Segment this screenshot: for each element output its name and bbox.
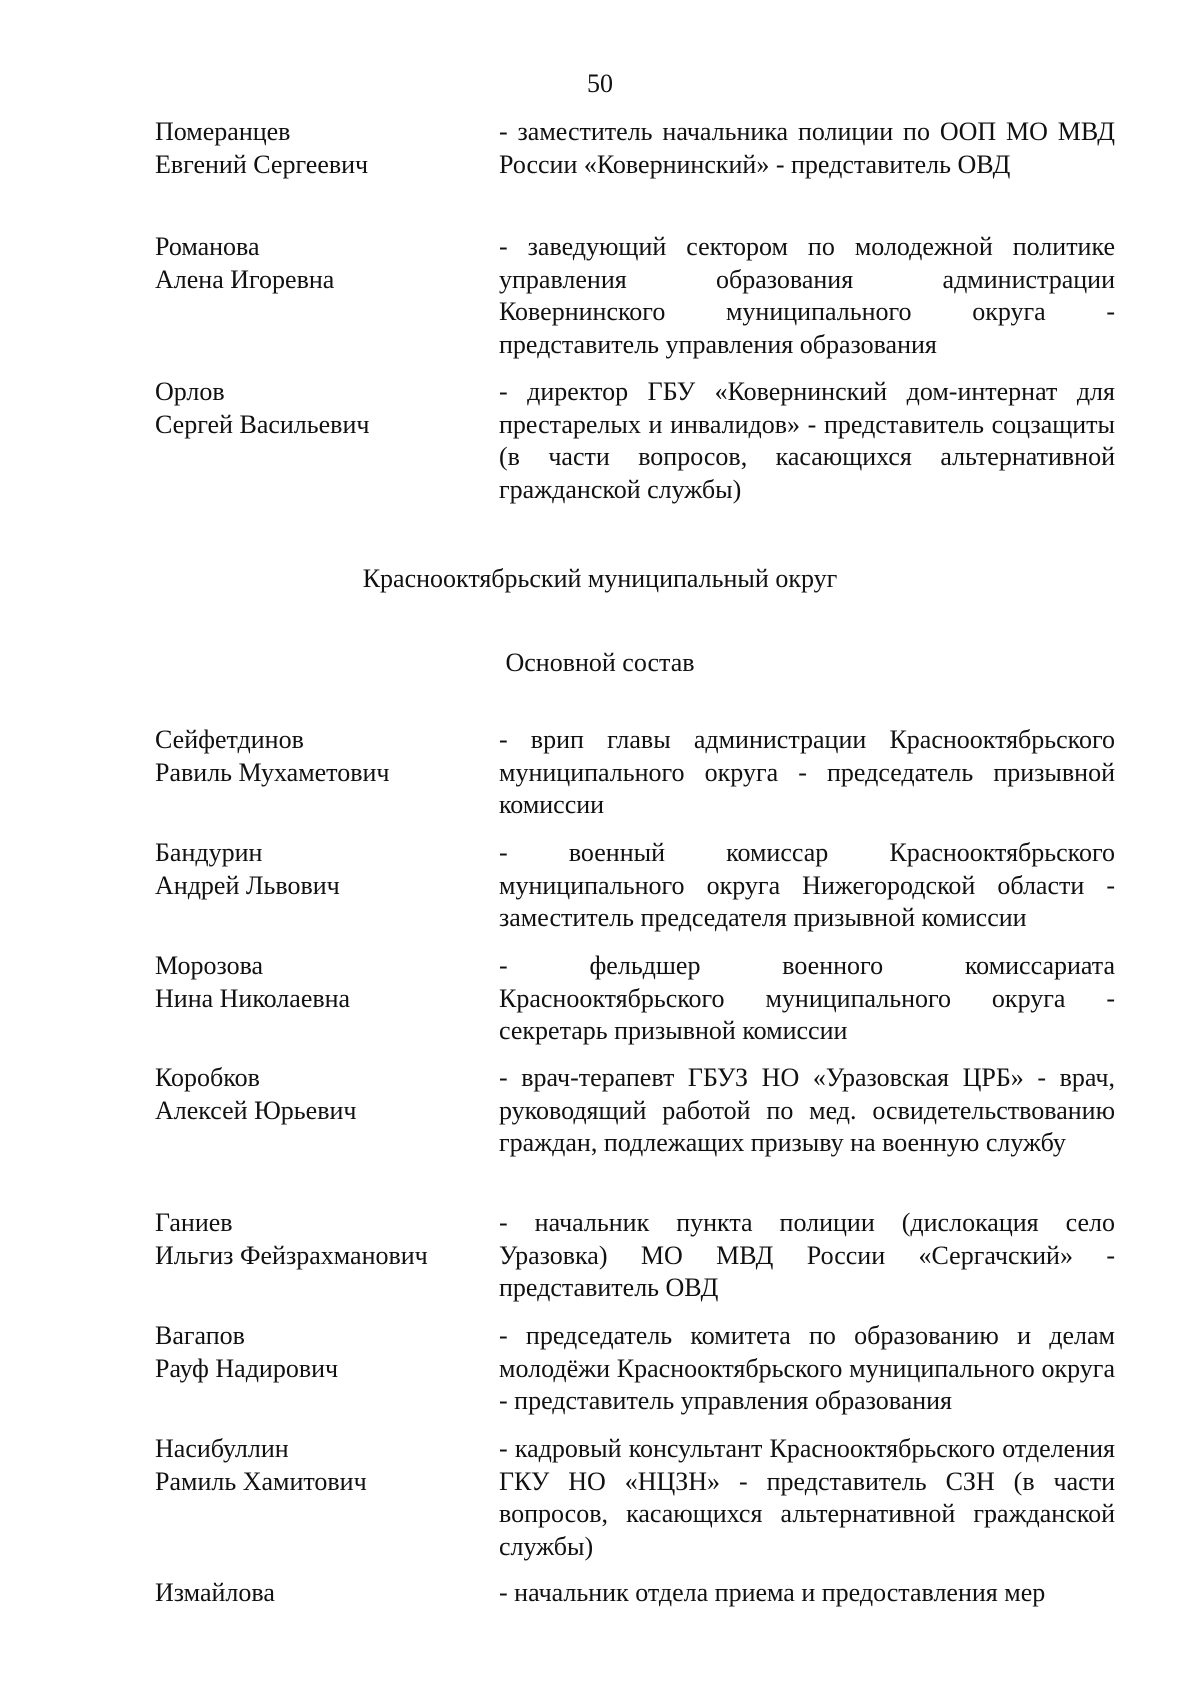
member-surname: Измайлова <box>155 1578 275 1607</box>
member-role: - директор ГБУ «Ковернинский дом-интернат для престарелых и инвалидов» - представитель соцзащиты (в части вопросов, касающихся альтернативной гражданской службы) <box>499 377 1115 504</box>
member-role: - фельдшер военного комиссариата Краснооктябрьского муниципального округа - секретарь призывной комиссии <box>499 951 1115 1045</box>
member-role: - врип главы администрации Краснооктябрьского муниципального округа - председатель призывной комиссии <box>499 725 1115 819</box>
composition-heading: Основной состав <box>505 648 695 677</box>
member-role: - заведующий сектором по молодежной политике управления образования администрации Ковернинского муниципального округа - представитель управления образования <box>499 232 1115 359</box>
member-given-names: Сергей Васильевич <box>155 409 370 439</box>
member-name <box>155 1577 485 1610</box>
member-given-names: Равиль Мухаметович <box>155 757 390 787</box>
member-name <box>155 1433 485 1498</box>
member-given-names: Алексей Юрьевич <box>155 1095 357 1125</box>
member-name <box>155 116 485 181</box>
member-given-names: Рауф Надирович <box>155 1353 339 1383</box>
member-role: - врач-терапевт ГБУЗ НО «Уразовская ЦРБ» - врач, руководящий работой по мед. освидетельствованию граждан, подлежащих призыву на военную службу <box>499 1063 1115 1157</box>
member-surname: Морозова <box>155 951 264 980</box>
member-role: - заместитель начальника полиции по ООП МО МВД России «Ковернинский» - представитель ОВД <box>499 117 1115 179</box>
member-name <box>155 724 485 789</box>
member-surname: Насибуллин <box>155 1434 289 1463</box>
member-role: - военный комиссар Краснооктябрьского муниципального округа Нижегородской области - заместитель председателя призывной комиссии <box>499 838 1115 932</box>
member-surname: Померанцев <box>155 117 291 146</box>
district-heading: Краснооктябрьский муниципальный округ <box>362 564 838 593</box>
member-name <box>155 376 485 441</box>
member-given-names: Андрей Львович <box>155 870 340 900</box>
member-surname: Коробков <box>155 1063 260 1092</box>
member-role: - председатель комитета по образованию и делам молодёжи Краснооктябрьского муниципального округа - представитель управления образования <box>499 1321 1115 1415</box>
member-surname: Бандурин <box>155 838 263 867</box>
member-name <box>155 1207 485 1272</box>
member-surname: Сейфетдинов <box>155 725 304 754</box>
member-surname: Орлов <box>155 377 225 406</box>
member-role: - кадровый консультант Краснооктябрьского отделения ГКУ НО «НЦЗН» - представитель СЗН (в части вопросов, касающихся альтернативной гражданской службы) <box>499 1434 1115 1561</box>
member-name <box>155 231 485 296</box>
member-given-names: Ильгиз Фейзрахманович <box>155 1240 428 1270</box>
member-given-names: Рамиль Хамитович <box>155 1466 367 1496</box>
member-name <box>155 1062 485 1127</box>
member-name <box>155 950 485 1015</box>
page-number: 50 <box>587 69 613 98</box>
member-surname: Романова <box>155 232 260 261</box>
member-surname: Ганиев <box>155 1208 233 1237</box>
member-name <box>155 837 485 902</box>
member-role: - начальник отдела приема и предоставления мер <box>499 1578 1046 1607</box>
member-given-names: Алена Игоревна <box>155 264 335 294</box>
member-given-names: Нина Николаевна <box>155 983 351 1013</box>
member-surname: Вагапов <box>155 1321 245 1350</box>
member-given-names: Евгений Сергеевич <box>155 149 369 179</box>
member-role: - начальник пункта полиции (дислокация село Уразовка) МО МВД России «Сергачский» - представитель ОВД <box>499 1208 1115 1302</box>
member-name <box>155 1320 485 1385</box>
